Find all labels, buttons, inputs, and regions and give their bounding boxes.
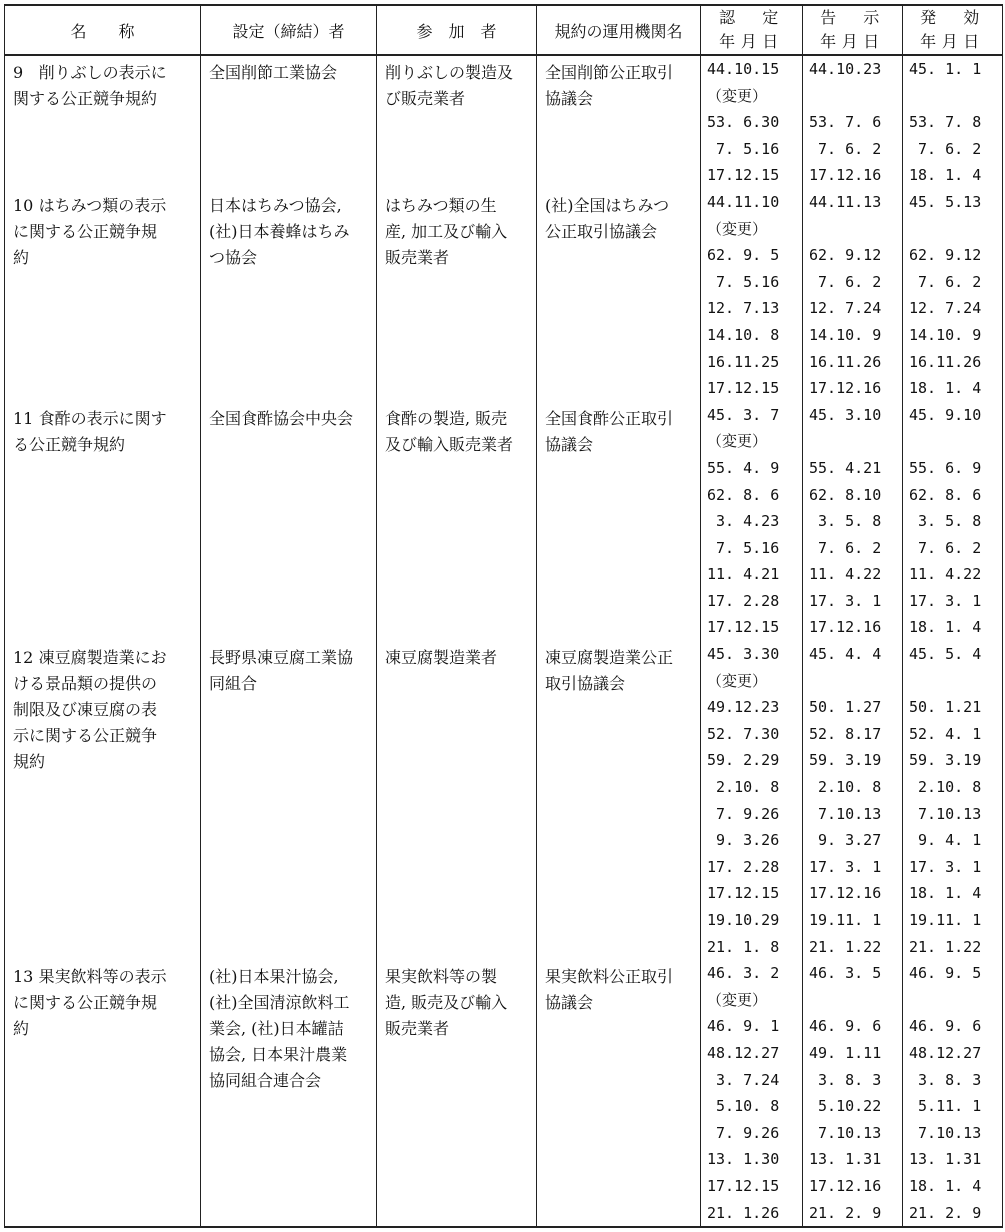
operator-line: 公正取引協議会 <box>545 221 658 241</box>
approval-date: 13. 1.30 <box>707 1150 780 1169</box>
setter-line: 同組合 <box>209 674 258 694</box>
notice-date <box>803 987 902 1014</box>
approval-date: 62. 8. 6 <box>707 485 780 504</box>
cell-participants <box>377 189 537 402</box>
header-operator: 規約の運用機関名 <box>537 5 701 55</box>
effective-date: 48.12.27 <box>909 1043 982 1062</box>
cell-effective-dates <box>903 960 1003 1227</box>
notice-date: 62. 9.12 <box>809 246 882 265</box>
approval-date: 5.10. 8 <box>707 1097 780 1116</box>
setter-line: 日本はちみつ協会, <box>209 195 342 215</box>
notice-date: 59. 3.19 <box>809 751 882 770</box>
header-effective-line1: 発 効 <box>920 8 985 27</box>
cell-operator <box>537 641 701 960</box>
operator-line: 凍豆腐製造業公正 <box>545 648 674 668</box>
notice-date: 2.10. 8 <box>809 778 882 797</box>
approval-date: 45. 3.30 <box>707 645 780 664</box>
notice-date: 7.10.13 <box>809 1123 882 1142</box>
participant-line: 及び輸入販売業者 <box>385 434 514 454</box>
code-name-line <box>13 964 196 990</box>
code-number: 11 <box>13 408 34 428</box>
notice-date: 45. 4. 4 <box>809 645 882 664</box>
effective-date: 7. 6. 2 <box>909 272 982 291</box>
approval-date: 17.12.15 <box>707 884 780 903</box>
cell-operator <box>537 55 701 189</box>
notice-date: 17.12.16 <box>809 884 882 903</box>
cell-operator <box>537 189 701 402</box>
effective-date: 14.10. 9 <box>909 325 982 344</box>
approval-date: 7. 5.16 <box>707 538 780 557</box>
approval-date: 53. 6.30 <box>707 113 780 132</box>
notice-date: 17. 3. 1 <box>809 857 882 876</box>
setter-line: つ協会 <box>209 247 258 267</box>
header-approval-date <box>701 5 803 55</box>
effective-date: 50. 1.21 <box>909 698 982 717</box>
cell-notice-dates <box>803 55 903 189</box>
approval-date: 12. 7.13 <box>707 299 780 318</box>
effective-date <box>903 987 1002 1014</box>
header-approval-line2: 年月日 <box>719 32 784 51</box>
approval-date: 49.12.23 <box>707 698 780 717</box>
cell-code-name <box>5 402 201 641</box>
effective-date <box>903 83 1002 110</box>
cell-setter <box>201 960 377 1227</box>
effective-date: 21. 2. 9 <box>909 1203 982 1222</box>
cell-code-name <box>5 641 201 960</box>
effective-date <box>903 428 1002 455</box>
approval-date: 17. 2.28 <box>707 857 780 876</box>
approval-date: 14.10. 8 <box>707 325 780 344</box>
header-row <box>5 5 1003 55</box>
participant-line: 削りぶしの製造及 <box>385 63 514 82</box>
cell-effective-dates <box>903 189 1003 402</box>
code-name-line: ける景品類の提供の <box>13 674 158 694</box>
operator-line: 取引協議会 <box>545 674 626 694</box>
approval-date: 59. 2.29 <box>707 751 780 770</box>
setter-line: 長野県凍豆腐工業協 <box>209 648 354 668</box>
cell-participants <box>377 402 537 641</box>
operator-line: 協議会 <box>545 993 594 1013</box>
effective-date: 18. 1. 4 <box>909 166 982 185</box>
notice-date <box>803 668 902 695</box>
code-name-line: に関する公正競争規 <box>13 993 158 1013</box>
header-notice-line1: 告 示 <box>820 8 885 27</box>
approval-date: 44.11.10 <box>707 192 780 211</box>
code-name-line <box>13 60 196 86</box>
approval-date: 7. 9.26 <box>707 804 780 823</box>
code-name-text: 食酢の表示に関す <box>38 408 167 428</box>
table-row <box>5 189 1003 402</box>
fair-competition-code-table <box>4 4 1003 1228</box>
table-row <box>5 402 1003 641</box>
code-number: 9 <box>13 63 24 82</box>
notice-date: 7.10.13 <box>809 804 882 823</box>
notice-date: 17.12.16 <box>809 618 882 637</box>
setter-line: 業会, (社)日本罐詰 <box>209 1019 344 1039</box>
operator-line: 協議会 <box>545 434 594 454</box>
cell-setter <box>201 641 377 960</box>
approval-date: 46. 9. 1 <box>707 1017 780 1036</box>
approval-date: 48.12.27 <box>707 1043 780 1062</box>
cell-participants <box>377 641 537 960</box>
notice-date: 49. 1.11 <box>809 1043 882 1062</box>
code-number: 13 <box>13 967 34 987</box>
code-name-line <box>13 193 196 219</box>
operator-line: 果実飲料公正取引 <box>545 967 674 987</box>
approval-date: 46. 3. 2 <box>707 964 780 983</box>
header-effective-line2: 年月日 <box>920 32 985 51</box>
cell-approval-dates <box>701 55 803 189</box>
effective-date: 21. 1.22 <box>909 937 982 956</box>
approval-date: （変更） <box>707 86 768 105</box>
code-name-line: に関する公正競争規 <box>13 221 158 241</box>
effective-date: 46. 9. 5 <box>909 964 982 983</box>
approval-date: 52. 7.30 <box>707 724 780 743</box>
code-number: 12 <box>13 648 34 668</box>
operator-line: 全国削節公正取引 <box>545 63 674 82</box>
approval-date: 7. 9.26 <box>707 1123 780 1142</box>
code-name-text: 削りぶしの表示に <box>38 63 167 82</box>
notice-date: 12. 7.24 <box>809 299 882 318</box>
approval-date: （変更） <box>707 432 768 451</box>
cell-effective-dates <box>903 402 1003 641</box>
approval-date: 16.11.25 <box>707 352 780 371</box>
notice-date: 14.10. 9 <box>809 325 882 344</box>
effective-date: 9. 4. 1 <box>909 831 982 850</box>
effective-date: 3. 8. 3 <box>909 1070 982 1089</box>
approval-date: （変更） <box>707 671 768 690</box>
effective-date: 2.10. 8 <box>909 778 982 797</box>
effective-date: 59. 3.19 <box>909 751 982 770</box>
effective-date: 45. 9.10 <box>909 405 982 424</box>
code-number: 10 <box>13 195 34 215</box>
operator-line: (社)全国はちみつ <box>545 195 670 215</box>
cell-effective-dates <box>903 641 1003 960</box>
effective-date: 18. 1. 4 <box>909 884 982 903</box>
effective-date: 45. 5.13 <box>909 192 982 211</box>
effective-date: 18. 1. 4 <box>909 618 982 637</box>
notice-date: 7. 6. 2 <box>809 139 882 158</box>
participant-line: 食酢の製造, 販売 <box>385 408 508 428</box>
participant-line: び販売業者 <box>385 89 466 108</box>
regulations-table-wrapper <box>4 4 1002 1226</box>
notice-date: 19.11. 1 <box>809 911 882 929</box>
effective-date: 7. 6. 2 <box>909 538 982 557</box>
header-setter: 設定（締結）者 <box>201 5 377 55</box>
effective-date: 55. 6. 9 <box>909 458 982 477</box>
notice-date: 44.11.13 <box>809 192 882 211</box>
table-row <box>5 960 1003 1227</box>
notice-date: 45. 3.10 <box>809 405 882 424</box>
code-name-line: る公正競争規約 <box>13 434 126 454</box>
effective-date: 7. 6. 2 <box>909 139 982 158</box>
approval-date: 2.10. 8 <box>707 778 780 797</box>
code-name-line <box>13 406 196 432</box>
table-row <box>5 55 1003 189</box>
participant-line: 産, 加工及び輸入 <box>385 221 508 241</box>
operator-line: 全国食酢公正取引 <box>545 408 674 428</box>
notice-date: 21. 2. 9 <box>809 1203 882 1222</box>
approval-date: 17.12.15 <box>707 1176 780 1195</box>
notice-date: 16.11.26 <box>809 352 882 371</box>
cell-operator <box>537 402 701 641</box>
cell-operator <box>537 960 701 1227</box>
effective-date: 7.10.13 <box>909 804 982 823</box>
setter-line: 全国食酢協会中央会 <box>209 408 354 428</box>
notice-date: 9. 3.27 <box>809 831 882 850</box>
header-name: 名 称 <box>5 5 201 55</box>
cell-notice-dates <box>803 189 903 402</box>
effective-date: 52. 4. 1 <box>909 724 982 743</box>
header-notice-date <box>803 5 903 55</box>
cell-participants <box>377 960 537 1227</box>
setter-line: (社)全国清涼飲料工 <box>209 993 350 1013</box>
notice-date: 3. 8. 3 <box>809 1070 882 1089</box>
code-name-line: 約 <box>13 247 30 267</box>
participant-line: 凍豆腐製造業者 <box>385 648 498 668</box>
cell-code-name <box>5 960 201 1227</box>
cell-approval-dates <box>701 402 803 641</box>
notice-date: 7. 6. 2 <box>809 272 882 291</box>
approval-date: 45. 3. 7 <box>707 405 780 424</box>
notice-date: 50. 1.27 <box>809 698 882 717</box>
approval-date: 55. 4. 9 <box>707 458 780 477</box>
cell-participants <box>377 55 537 189</box>
code-name-line <box>13 645 196 671</box>
approval-date: 17.12.15 <box>707 618 780 637</box>
effective-date: 17. 3. 1 <box>909 857 982 876</box>
approval-date: 7. 5.16 <box>707 272 780 291</box>
approval-date: 21. 1.26 <box>707 1203 780 1222</box>
effective-date: 7.10.13 <box>909 1123 982 1142</box>
approval-date: 21. 1. 8 <box>707 937 780 956</box>
code-name-text: 果実飲料等の表示 <box>38 967 167 987</box>
approval-date: 62. 9. 5 <box>707 246 780 265</box>
setter-line: 協会, 日本果汁農業 <box>209 1045 348 1065</box>
cell-approval-dates <box>701 960 803 1227</box>
notice-date: 13. 1.31 <box>809 1150 882 1169</box>
notice-date: 7. 6. 2 <box>809 538 882 557</box>
approval-date: 7. 5.16 <box>707 139 780 158</box>
effective-date: 17. 3. 1 <box>909 591 982 610</box>
approval-date: 19.10.29 <box>707 911 780 929</box>
effective-date: 18. 1. 4 <box>909 379 982 398</box>
participant-line: はちみつ類の生 <box>385 195 497 215</box>
cell-notice-dates <box>803 641 903 960</box>
table-row <box>5 641 1003 960</box>
header-approval-line1: 認 定 <box>719 8 784 27</box>
approval-date: 17.12.15 <box>707 166 780 185</box>
cell-setter <box>201 55 377 189</box>
effective-date: 45. 1. 1 <box>909 60 982 78</box>
setter-line: (社)日本果汁協会, <box>209 967 339 987</box>
setter-line: (社)日本養蜂はちみ <box>209 221 350 241</box>
header-participants: 参 加 者 <box>377 5 537 55</box>
participant-line: 造, 販売及び輸入 <box>385 993 508 1013</box>
cell-approval-dates <box>701 189 803 402</box>
notice-date: 17.12.16 <box>809 1176 882 1195</box>
effective-date: 53. 7. 8 <box>909 113 982 132</box>
notice-date: 62. 8.10 <box>809 485 882 504</box>
code-name-line: 示に関する公正競争 <box>13 726 158 746</box>
code-name-line: 約 <box>13 1019 30 1039</box>
effective-date: 46. 9. 6 <box>909 1017 982 1036</box>
effective-date: 3. 5. 8 <box>909 512 982 531</box>
cell-effective-dates <box>903 55 1003 189</box>
effective-date: 18. 1. 4 <box>909 1176 982 1195</box>
notice-date: 5.10.22 <box>809 1097 882 1116</box>
effective-date <box>903 216 1002 243</box>
effective-date: 19.11. 1 <box>909 911 982 929</box>
approval-date: 44.10.15 <box>707 60 780 78</box>
notice-date: 21. 1.22 <box>809 937 882 956</box>
notice-date: 3. 5. 8 <box>809 512 882 531</box>
notice-date <box>803 83 902 110</box>
approval-date: 11. 4.21 <box>707 565 780 584</box>
effective-date: 62. 9.12 <box>909 246 982 265</box>
participant-line: 果実飲料等の製 <box>385 967 498 987</box>
code-name-text: 凍豆腐製造業にお <box>38 648 167 668</box>
notice-date <box>803 428 902 455</box>
notice-date <box>803 216 902 243</box>
notice-date: 17. 3. 1 <box>809 591 882 610</box>
effective-date: 5.11. 1 <box>909 1097 982 1116</box>
cell-approval-dates <box>701 641 803 960</box>
effective-date: 11. 4.22 <box>909 565 982 584</box>
approval-date: 3. 4.23 <box>707 512 780 531</box>
approval-date: 9. 3.26 <box>707 831 780 850</box>
approval-date: 3. 7.24 <box>707 1070 780 1089</box>
notice-date: 46. 9. 6 <box>809 1017 882 1036</box>
notice-date: 46. 3. 5 <box>809 964 882 983</box>
effective-date <box>903 668 1002 695</box>
table-body <box>5 55 1003 1227</box>
approval-date: 17. 2.28 <box>707 591 780 610</box>
notice-date: 44.10.23 <box>809 60 882 78</box>
header-notice-line2: 年月日 <box>820 32 885 51</box>
effective-date: 12. 7.24 <box>909 299 982 318</box>
effective-date: 16.11.26 <box>909 352 982 371</box>
setter-line: 協同組合連合会 <box>209 1071 322 1091</box>
cell-code-name <box>5 55 201 189</box>
operator-line: 協議会 <box>545 89 594 108</box>
setter-line: 全国削節工業協会 <box>209 63 338 82</box>
notice-date: 17.12.16 <box>809 379 882 398</box>
cell-code-name <box>5 189 201 402</box>
notice-date: 11. 4.22 <box>809 565 882 584</box>
effective-date: 13. 1.31 <box>909 1150 982 1169</box>
participant-line: 販売業者 <box>385 1019 450 1039</box>
approval-date: （変更） <box>707 219 768 238</box>
participant-line: 販売業者 <box>385 247 450 267</box>
effective-date: 62. 8. 6 <box>909 485 982 504</box>
effective-date: 45. 5. 4 <box>909 645 982 664</box>
notice-date: 17.12.16 <box>809 166 882 185</box>
cell-notice-dates <box>803 960 903 1227</box>
approval-date: （変更） <box>707 990 768 1009</box>
cell-setter <box>201 402 377 641</box>
notice-date: 52. 8.17 <box>809 724 882 743</box>
code-name-line: 制限及び凍豆腐の表 <box>13 700 158 720</box>
cell-notice-dates <box>803 402 903 641</box>
code-name-text: はちみつ類の表示 <box>38 195 167 215</box>
header-effective-date <box>903 5 1003 55</box>
notice-date: 55. 4.21 <box>809 458 882 477</box>
approval-date: 17.12.15 <box>707 379 780 398</box>
code-name-line: 規約 <box>13 752 46 772</box>
cell-setter <box>201 189 377 402</box>
notice-date: 53. 7. 6 <box>809 113 882 132</box>
code-name-line: 関する公正競争規約 <box>13 89 158 108</box>
